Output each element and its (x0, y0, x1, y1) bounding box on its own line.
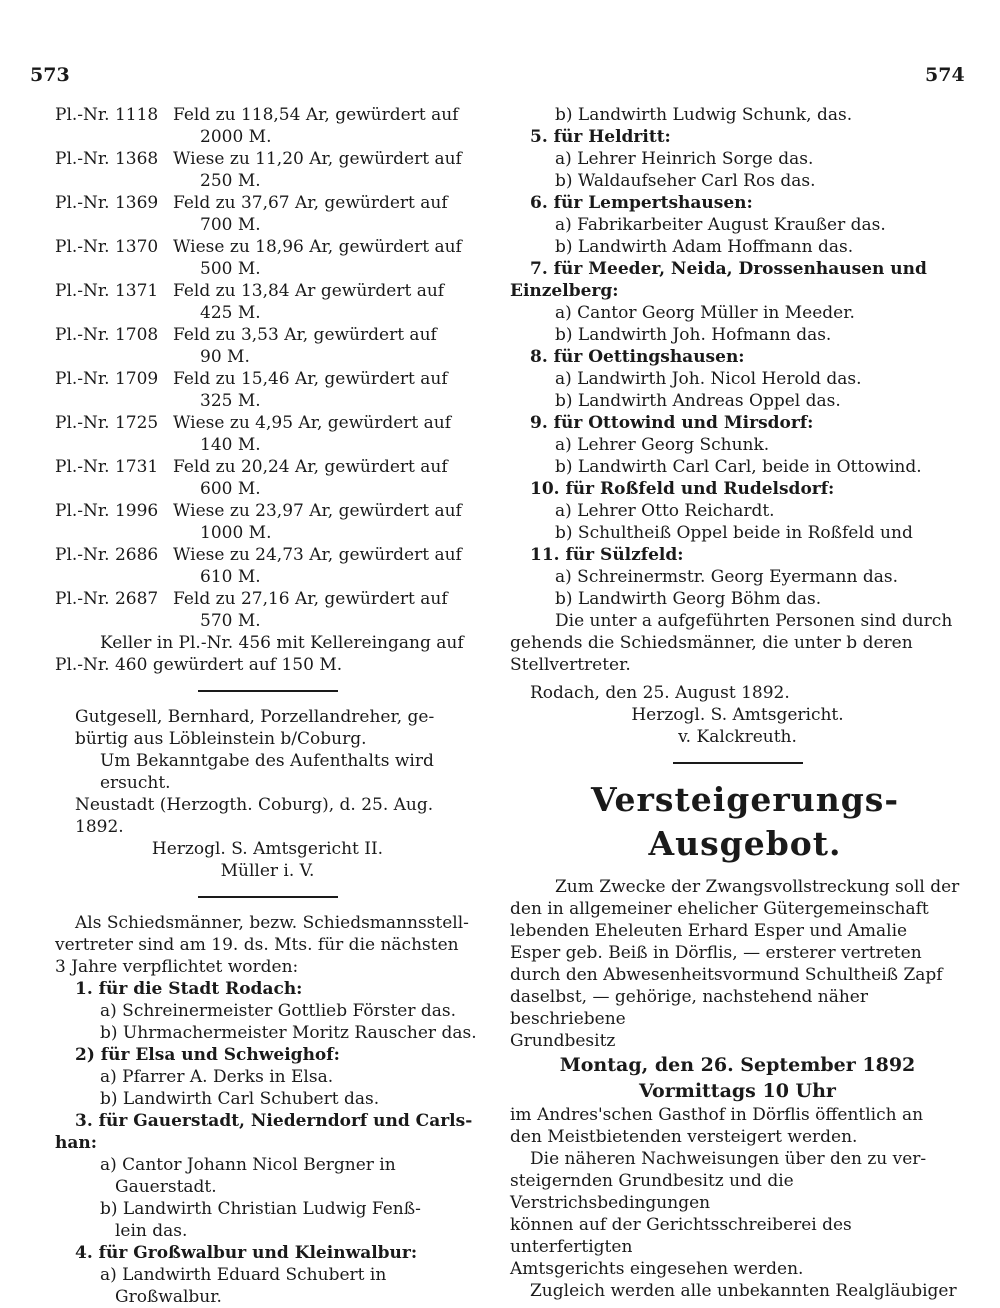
parcel-row (55, 148, 480, 170)
text-line: Grundbesitz (510, 1031, 616, 1051)
parcel-number: Pl.-Nr. 2687 (55, 589, 159, 609)
parcel-description: Feld zu 37,67 Ar, gewürdert auf (173, 193, 448, 213)
section-heading: 8. für Oettingshausen: (530, 347, 745, 367)
text-line: den Meistbietenden versteigert werden. (510, 1127, 858, 1147)
auction-paragraph-2 (510, 1104, 965, 1148)
parcel-number: Pl.-Nr. 1369 (55, 193, 159, 213)
text-line: steigernden Grundbesitz und die Verstrichsbedingungen (510, 1171, 794, 1213)
parcel-row (55, 500, 480, 522)
page-number-right: 574 (925, 64, 965, 86)
closing-line: Stellvertreter. (510, 655, 631, 675)
notice-line: Um Bekanntgabe des Aufenthalts wird ersucht. (100, 751, 434, 793)
text-line: Die näheren Nachweisungen über den zu ver- (530, 1149, 927, 1169)
parcel-row (55, 192, 480, 214)
parcel-list (55, 104, 480, 632)
section-heading: 3. für Gauerstadt, Niederndorf und Carls- (75, 1111, 473, 1131)
list-item: a) Fabrikarbeiter August Kraußer das. (555, 215, 886, 235)
parcel-number: Pl.-Nr. 1709 (55, 369, 159, 389)
parcel-number: Pl.-Nr. 1371 (55, 281, 159, 301)
auction-paragraph-1 (510, 876, 965, 1052)
parcel-value: 425 M. (200, 303, 261, 323)
list-item: b) Landwirth Joh. Hofmann das. (555, 325, 832, 345)
auction-time: Vormittags 10 Uhr (639, 1080, 836, 1102)
parcel-number: Pl.-Nr. 1118 (55, 105, 159, 125)
office-line: Herzogl. S. Amtsgericht. (631, 705, 844, 725)
text-line: daselbst, — gehörige, nachstehend näher beschriebene (510, 987, 868, 1029)
list-item: a) Cantor Johann Nicol Bergner in (100, 1155, 396, 1175)
parcel-value: 610 M. (200, 567, 261, 587)
text-line: können auf der Gerichtsschreiberei des unterfertigten (510, 1215, 852, 1257)
list-item: a) Schreinermstr. Georg Eyermann das. (555, 567, 898, 587)
section-heading: 1. für die Stadt Rodach: (75, 979, 303, 999)
section-heading: han: (55, 1133, 98, 1153)
closing-line: Die unter a aufgeführten Personen sind durch (555, 611, 953, 631)
parcel-row (55, 456, 480, 478)
schieds-intro: vertreter sind am 19. ds. Mts. für die nächsten (55, 935, 459, 955)
parcel-value: 500 M. (200, 259, 261, 279)
left-column (55, 104, 480, 1308)
section-heading: 9. für Ottowind und Mirsdorf: (530, 413, 814, 433)
section-heading: 2) für Elsa und Schweighof: (75, 1045, 340, 1065)
keller-line-2: Pl.-Nr. 460 gewürdert auf 150 M. (55, 655, 343, 675)
schieds-intro: 3 Jahre verpflichtet worden: (55, 957, 299, 977)
date-line: Rodach, den 25. August 1892. (530, 683, 790, 703)
auction-paragraph-3 (510, 1148, 965, 1280)
list-item: b) Uhrmachermeister Moritz Rauscher das. (100, 1023, 477, 1043)
parcel-number: Pl.-Nr. 1370 (55, 237, 159, 257)
list-item: b) Landwirth Carl Carl, beide in Ottowind. (555, 457, 922, 477)
notice-line: Müller i. V. (220, 861, 315, 881)
text-line: im Andres'schen Gasthof in Dörflis öffentlich an (510, 1105, 924, 1125)
parcel-description: Wiese zu 18,96 Ar, gewürdert auf (173, 237, 462, 257)
parcel-description: Feld zu 13,84 Ar gewürdert auf (173, 281, 445, 301)
notice-line: bürtig aus Löbleinstein b/Coburg. (75, 729, 367, 749)
text-line: durch den Abwesenheitsvormund Schultheiß Zapf (510, 965, 943, 985)
parcel-number: Pl.-Nr. 1368 (55, 149, 159, 169)
auction-title: Versteigerungs-Ausgebot. (590, 780, 900, 863)
text-line: Amtsgerichts eingesehen werden. (510, 1259, 804, 1279)
right-column (510, 104, 965, 1302)
list-item: a) Schreinermeister Gottlieb Förster das. (100, 1001, 457, 1021)
parcel-value: 325 M. (200, 391, 261, 411)
page-number-left: 573 (30, 64, 70, 86)
notice-line: Neustadt (Herzogth. Coburg), d. 25. Aug. 1892. (75, 795, 434, 837)
schieds-list-part-1 (55, 912, 480, 1308)
parcel-value: 1000 M. (200, 523, 272, 543)
parcel-row (55, 280, 480, 302)
text-line: Zum Zwecke der Zwangsvollstreckung soll der (555, 877, 960, 897)
list-item: b) Landwirth Georg Böhm das. (555, 589, 822, 609)
parcel-value: 2000 M. (200, 127, 272, 147)
list-item: b) Landwirth Ludwig Schunk, das. (555, 105, 853, 125)
list-item: Gauerstadt. (115, 1177, 217, 1197)
keller-line-1: Keller in Pl.-Nr. 456 mit Kellereingang auf (100, 633, 464, 653)
parcel-number: Pl.-Nr. 1725 (55, 413, 159, 433)
parcel-description: Feld zu 3,53 Ar, gewürdert auf (173, 325, 437, 345)
parcel-description: Wiese zu 23,97 Ar, gewürdert auf (173, 501, 462, 521)
parcel-row (55, 368, 480, 390)
section-heading: 11. für Sülzfeld: (530, 545, 684, 565)
parcel-number: Pl.-Nr. 1708 (55, 325, 159, 345)
parcel-row (55, 324, 480, 346)
divider (198, 896, 338, 898)
parcel-value: 90 M. (200, 347, 250, 367)
parcel-number: Pl.-Nr. 2686 (55, 545, 159, 565)
section-heading: 10. für Roßfeld und Rudelsdorf: (530, 479, 835, 499)
parcel-row (55, 236, 480, 258)
gutgesell-notice (55, 706, 480, 882)
parcel-row (55, 588, 480, 610)
divider (198, 690, 338, 692)
signature: v. Kalckreuth. (678, 727, 797, 747)
list-item: a) Lehrer Otto Reichardt. (555, 501, 775, 521)
parcel-value: 700 M. (200, 215, 261, 235)
list-item: a) Lehrer Heinrich Sorge das. (555, 149, 814, 169)
parcel-description: Wiese zu 11,20 Ar, gewürdert auf (173, 149, 462, 169)
parcel-description: Wiese zu 24,73 Ar, gewürdert auf (173, 545, 462, 565)
parcel-description: Feld zu 20,24 Ar, gewürdert auf (173, 457, 448, 477)
text-line: den in allgemeiner ehelicher Gütergemeinschaft (510, 899, 929, 919)
text-line: Zugleich werden alle unbekannten Realgläubiger (530, 1281, 957, 1301)
section-heading: 4. für Großwalbur und Kleinwalbur: (75, 1243, 418, 1263)
list-item: b) Landwirth Christian Ludwig Fenß- (100, 1199, 421, 1219)
parcel-row (55, 544, 480, 566)
divider (673, 762, 803, 764)
parcel-description: Wiese zu 4,95 Ar, gewürdert auf (173, 413, 452, 433)
list-item: lein das. (115, 1221, 188, 1241)
parcel-number: Pl.-Nr. 1731 (55, 457, 159, 477)
text-line: lebenden Eheleuten Erhard Esper und Amalie (510, 921, 908, 941)
parcel-number: Pl.-Nr. 1996 (55, 501, 159, 521)
notice-line: Gutgesell, Bernhard, Porzellandreher, ge- (75, 707, 435, 727)
list-item: a) Cantor Georg Müller in Meeder. (555, 303, 855, 323)
parcel-value: 600 M. (200, 479, 261, 499)
auction-date: Montag, den 26. September 1892 (559, 1054, 916, 1076)
parcel-value: 140 M. (200, 435, 261, 455)
section-heading: 7. für Meeder, Neida, Drossenhausen und (530, 259, 927, 279)
list-item: a) Landwirth Joh. Nicol Herold das. (555, 369, 862, 389)
list-item: b) Waldaufseher Carl Ros das. (555, 171, 816, 191)
list-item: a) Lehrer Georg Schunk. (555, 435, 770, 455)
list-item: b) Landwirth Andreas Oppel das. (555, 391, 841, 411)
notice-line: Herzogl. S. Amtsgericht II. (151, 839, 384, 859)
parcel-description: Feld zu 118,54 Ar, gewürdert auf (173, 105, 459, 125)
list-item: a) Pfarrer A. Derks in Elsa. (100, 1067, 334, 1087)
list-item: Großwalbur. (115, 1287, 222, 1307)
parcel-value: 570 M. (200, 611, 261, 631)
section-heading: 5. für Heldritt: (530, 127, 671, 147)
section-heading: Einzelberg: (510, 281, 619, 301)
parcel-description: Feld zu 15,46 Ar, gewürdert auf (173, 369, 448, 389)
parcel-value: 250 M. (200, 171, 261, 191)
list-item: b) Schultheiß Oppel beide in Roßfeld und (555, 523, 913, 543)
section-heading: 6. für Lempertshausen: (530, 193, 753, 213)
parcel-row (55, 104, 480, 126)
schieds-intro: Als Schiedsmänner, bezw. Schiedsmannsstell- (75, 913, 469, 933)
parcel-description: Feld zu 27,16 Ar, gewürdert auf (173, 589, 448, 609)
list-item: b) Landwirth Adam Hoffmann das. (555, 237, 854, 257)
closing-line: gehends die Schiedsmänner, die unter b deren (510, 633, 913, 653)
parcel-row (55, 412, 480, 434)
list-item: a) Landwirth Eduard Schubert in (100, 1265, 387, 1285)
text-line: Esper geb. Beiß in Dörflis, — ersterer vertreten (510, 943, 922, 963)
list-item: b) Landwirth Carl Schubert das. (100, 1089, 380, 1109)
